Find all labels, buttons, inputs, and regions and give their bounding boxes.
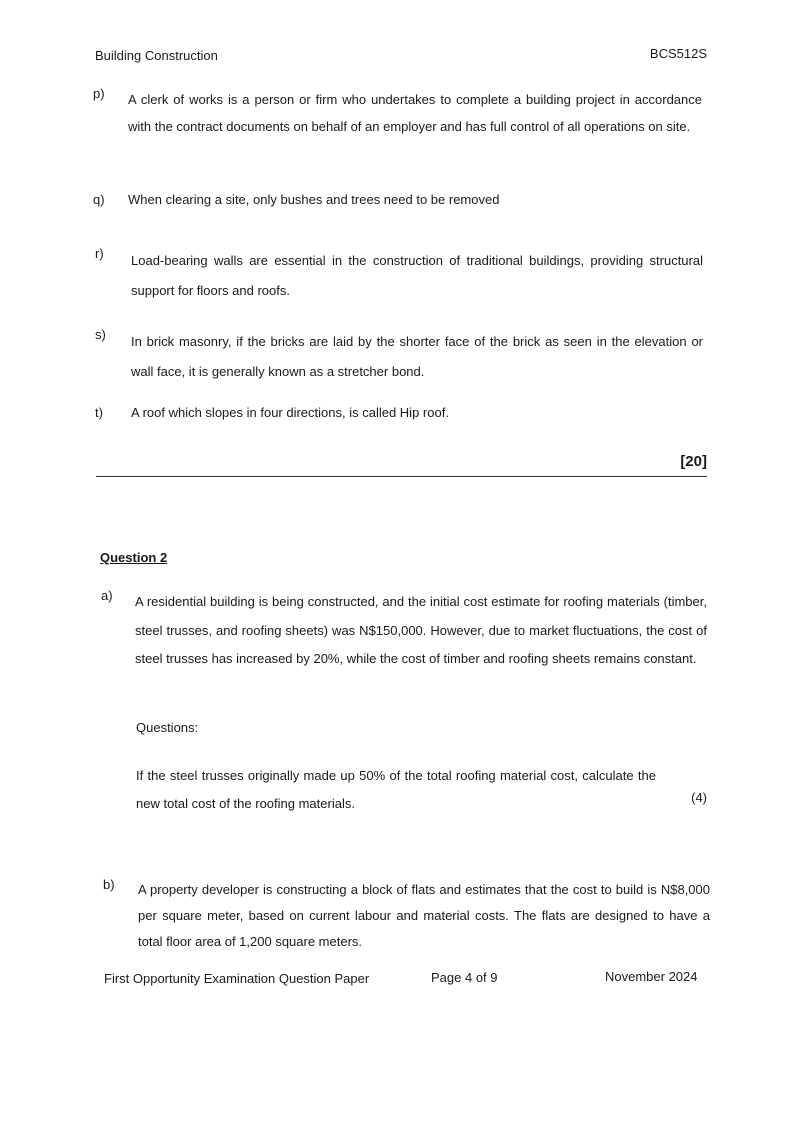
footer-date: November 2024: [605, 969, 698, 984]
footer-page: Page 4 of 9: [431, 970, 498, 985]
statement-label: p): [93, 86, 105, 101]
statement-text: In brick masonry, if the bricks are laid by the shorter face of the brick as seen in the elevation or wall face, it is generally known as a stretcher bond.: [131, 334, 703, 379]
statement-label: r): [95, 246, 104, 261]
statement-text: Load-bearing walls are essential in the construction of traditional buildings, providing structural support for floors and roofs.: [131, 253, 703, 298]
question-title: Question 2: [100, 550, 168, 565]
question-text: A residential building is being constructed, and the initial cost estimate for roofing materials (timber, steel trusses, and roofing sheets) was N$150,000. However, due to market fluctuations, the cost of steel trusses has increased by 20%, while the cost of timber and roofing sheets remains constant.: [135, 594, 707, 666]
header-code: BCS512S: [649, 46, 707, 61]
statement-label: s): [95, 327, 106, 342]
statement-text: A roof which slopes in four directions, is called Hip roof.: [131, 405, 449, 420]
statement-label: q): [93, 192, 105, 207]
footer-left: First Opportunity Examination Question Paper: [104, 971, 370, 986]
statement-text: When clearing a site, only bushes and trees need to be removed: [128, 192, 500, 207]
header-course: Building Construction: [95, 48, 218, 63]
question-marks: (4): [691, 790, 707, 805]
question-label: a): [101, 588, 113, 603]
questions-heading: Questions:: [136, 720, 199, 735]
statement-label: t): [95, 405, 103, 420]
section-marks: [20]: [680, 453, 707, 470]
question-label: b): [103, 877, 115, 892]
question-text: If the steel trusses originally made up 50% of the total roofing material cost, calculate the new total cost of the roofing materials.: [136, 768, 656, 811]
question-text: A property developer is constructing a block of flats and estimates that the cost to build is N$8,000 per square meter, based on current labour and material costs. The flats are designed to have a total floor area of 1,200 square meters.: [138, 882, 710, 949]
statement-text: A clerk of works is a person or firm who undertakes to complete a building project in accordance with the contract documents on behalf of an employer and has full control of all operations on site.: [128, 92, 702, 134]
divider: [96, 476, 707, 477]
